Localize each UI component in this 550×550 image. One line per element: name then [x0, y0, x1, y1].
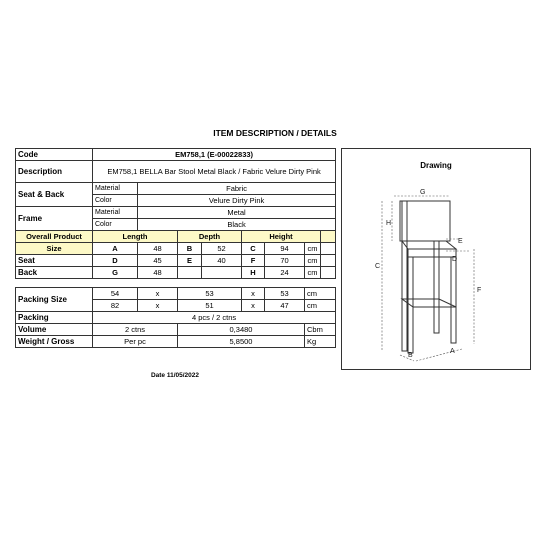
page-title: ITEM DESCRIPTION / DETAILS: [213, 128, 337, 138]
packing-size-1-unit: cm: [305, 288, 336, 300]
size-c-letter: C: [242, 243, 265, 255]
drawing-box: [341, 148, 531, 370]
seat-back-label: Seat & Back: [16, 183, 93, 207]
packing-size-2-w: 51: [178, 300, 242, 312]
back-row: [16, 267, 336, 279]
weight-unit: Kg: [305, 336, 336, 348]
weight-label: Weight / Gross: [16, 336, 93, 348]
size-row: [16, 243, 336, 255]
back-g-letter: G: [93, 267, 138, 279]
depth-header: Depth: [178, 231, 242, 243]
spacer-row: [16, 279, 336, 288]
weight-value: 5,8500: [178, 336, 305, 348]
back-h-letter: H: [242, 267, 265, 279]
seat-back-color: Velure Dirty Pink: [138, 195, 336, 207]
weight-qty: Per pc: [93, 336, 178, 348]
description-value: EM758,1 BELLA Bar Stool Metal Black / Fabric Velure Dirty Pink: [93, 161, 336, 183]
frame-label: Frame: [16, 207, 93, 231]
drawing-title: Drawing: [420, 161, 452, 170]
overall-size-label-line2: Size: [16, 243, 93, 255]
packing-size-2-x1: x: [138, 300, 178, 312]
seat-unit: cm: [305, 255, 321, 267]
volume-unit: Cbm: [305, 324, 336, 336]
bar-stool-drawing: [342, 149, 530, 369]
height-header: Height: [242, 231, 321, 243]
seat-row: [16, 255, 336, 267]
seat-back-material-label: Material: [93, 183, 138, 195]
spec-table: [15, 148, 336, 348]
dims-header-row: [16, 231, 336, 243]
dim-label-e: E: [458, 238, 463, 245]
back-g-value: 48: [138, 267, 178, 279]
size-b-value: 52: [202, 243, 242, 255]
back-left-leg: [402, 201, 407, 351]
code-label: Code: [16, 149, 93, 161]
packing-size-1-x1: x: [138, 288, 178, 300]
dim-label-b: B: [408, 352, 413, 359]
frame-color: Black: [138, 219, 336, 231]
packing-size-2-l: 82: [93, 300, 138, 312]
description-row: [16, 161, 336, 183]
size-c-value: 94: [265, 243, 305, 255]
back-right-leg: [434, 241, 439, 333]
seat-e-letter: E: [178, 255, 202, 267]
frame-material-row: [16, 207, 336, 219]
weight-row: [16, 336, 336, 348]
size-unit: cm: [305, 243, 321, 255]
seat-shape: [402, 241, 456, 249]
packing-size-2-x2: x: [242, 300, 265, 312]
frame-material: Metal: [138, 207, 336, 219]
frame-color-label: Color: [93, 219, 138, 231]
dim-label-f: F: [477, 287, 482, 294]
packing-value: 4 pcs / 2 ctns: [93, 312, 336, 324]
dim-label-d: D: [452, 256, 458, 263]
seat-back-material-row: [16, 183, 336, 195]
packing-size-2-unit: cm: [305, 300, 336, 312]
length-header: Length: [93, 231, 178, 243]
description-label: Description: [16, 161, 93, 183]
dim-label-h: H: [386, 220, 392, 227]
seat-d-value: 45: [138, 255, 178, 267]
size-b-letter: B: [178, 243, 202, 255]
seat-front: [408, 249, 456, 257]
frame-material-label: Material: [93, 207, 138, 219]
packing-size-1-h: 53: [265, 288, 305, 300]
dim-label-c: C: [375, 263, 381, 270]
back-unit: cm: [305, 267, 321, 279]
volume-value: 0,3480: [178, 324, 305, 336]
seat-f-letter: F: [242, 255, 265, 267]
packing-size-2-h: 47: [265, 300, 305, 312]
packing-size-1-x2: x: [242, 288, 265, 300]
volume-qty: 2 ctns: [93, 324, 178, 336]
seat-label: Seat: [16, 255, 93, 267]
volume-row: [16, 324, 336, 336]
date-stamp: Date 11/05/2022: [150, 372, 200, 379]
overall-size-label-line1: Overall Product: [16, 231, 93, 243]
code-value: EM758,1 (E-00022833): [93, 149, 336, 161]
seat-d-letter: D: [93, 255, 138, 267]
dim-label-a: A: [450, 348, 455, 355]
seat-back-material: Fabric: [138, 183, 336, 195]
seat-f-value: 70: [265, 255, 305, 267]
front-right-leg: [451, 257, 456, 343]
packing-size-row-1: [16, 288, 336, 300]
seat-e-value: 40: [202, 255, 242, 267]
packing-size-1-l: 54: [93, 288, 138, 300]
back-label: Back: [16, 267, 93, 279]
packing-size-label: Packing Size: [16, 288, 93, 312]
dim-label-g: G: [420, 189, 426, 196]
volume-label: Volume: [16, 324, 93, 336]
packing-size-1-w: 53: [178, 288, 242, 300]
size-a-value: 48: [138, 243, 178, 255]
footrest-shape: [402, 299, 456, 307]
code-row: [16, 149, 336, 161]
packing-row: [16, 312, 336, 324]
back-h-value: 24: [265, 267, 305, 279]
size-a-letter: A: [93, 243, 138, 255]
packing-label: Packing: [16, 312, 93, 324]
seat-back-color-label: Color: [93, 195, 138, 207]
